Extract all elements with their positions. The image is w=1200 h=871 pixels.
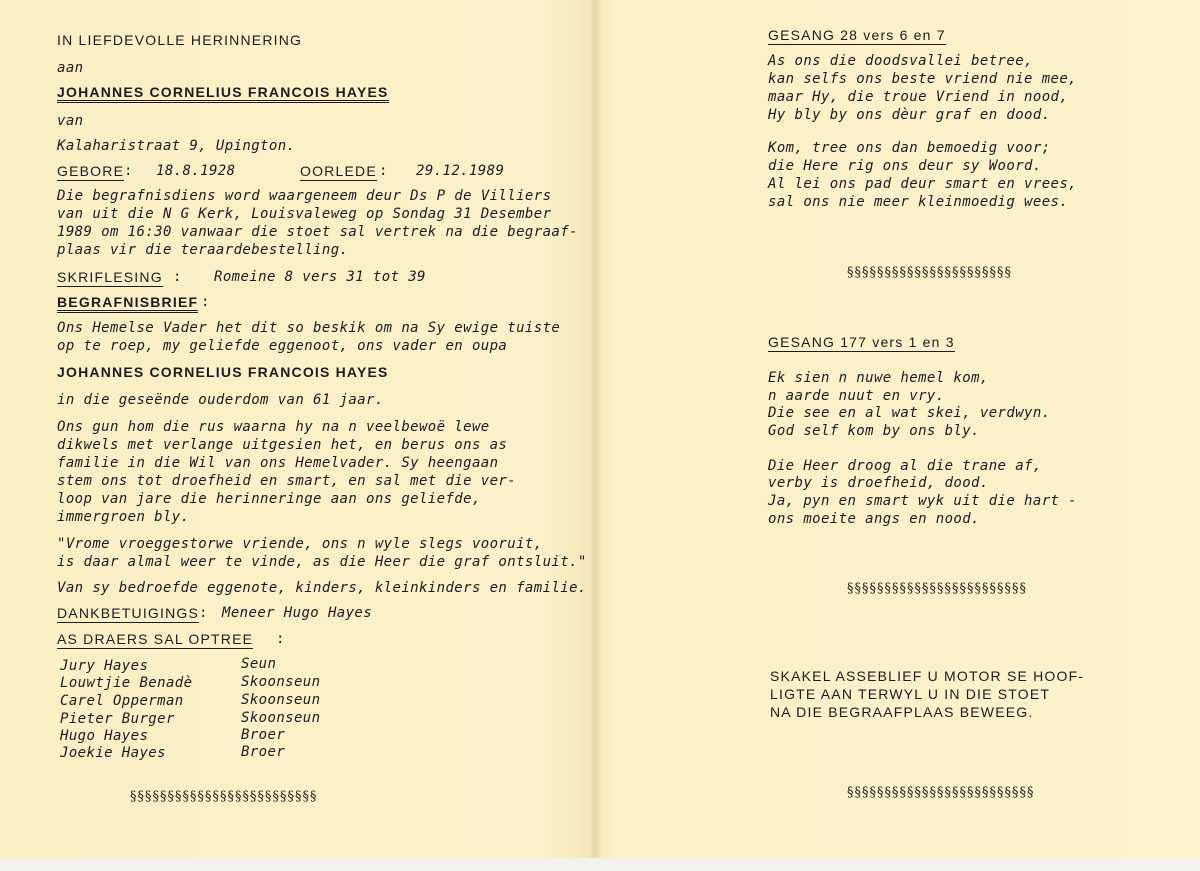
- hymn1-title: GESANG 28 vers 6 en 7: [768, 27, 946, 43]
- letter-line: Ons Hemelse Vader het dit so beskik om na Sy ewige tuiste: [57, 320, 561, 336]
- paragraph-line: Ons gun hom die rus waarna hy na n veelbewoë lewe: [57, 419, 490, 435]
- service-line: 1989 om 16:30 vanwaar die stoet sal vertrek na die begraaf-: [57, 224, 578, 240]
- hymn2-line: Ja, pyn en smart wyk uit die hart -: [768, 493, 1078, 509]
- hymn1-line: As ons die doodsvallei betree,: [768, 53, 1033, 69]
- bearer-name: Carel Opperman: [60, 693, 184, 709]
- born-date: 18.8.1928: [156, 163, 236, 179]
- bearer-relation: Skoonseun: [241, 692, 321, 708]
- hymn2-line: verby is droefheid, dood.: [768, 475, 989, 491]
- ornament-divider: §§§§§§§§§§§§§§§§§§§§§§§§§: [847, 785, 1035, 800]
- hymn2-line: n aarde nuut en vry.: [768, 388, 945, 404]
- thanks-label: DANKBETUIGINGS: [57, 605, 200, 621]
- hymn1-line: sal ons nie meer kleinmoedig wees.: [768, 194, 1069, 210]
- paragraph-line: dikwels met verlange uitgesien het, en berus ons as: [57, 437, 508, 453]
- ornament-divider: §§§§§§§§§§§§§§§§§§§§§§§§§: [130, 789, 318, 804]
- bearer-relation: Seun: [241, 656, 277, 672]
- hymn1-line: Al lei ons pad deur smart en vrees,: [768, 176, 1078, 192]
- born-separator: :: [124, 163, 133, 179]
- hymn2-line: Die Heer droog al die trane af,: [768, 458, 1042, 474]
- service-line: plaas vir die teraardebestelling.: [57, 242, 349, 258]
- of-label: van: [57, 113, 84, 129]
- service-line: Die begrafnisdiens word waargeneem deur Ds P de Villiers: [57, 188, 552, 204]
- bearer-name: Joekie Hayes: [60, 745, 166, 761]
- born-label: GEBORE: [57, 163, 125, 179]
- reading-separator: :: [173, 269, 182, 285]
- notice-line: SKAKEL ASSEBLIEF U MOTOR SE HOOF-: [770, 668, 1085, 684]
- died-date: 29.12.1989: [416, 163, 505, 179]
- hymn2-line: Ek sien n nuwe hemel kom,: [768, 370, 989, 386]
- hymn1-line: Hy bly by ons dèur graf en dood.: [768, 107, 1051, 123]
- hymn1-line: maar Hy, die troue Vriend in nood,: [768, 89, 1069, 105]
- hymn2-line: Die see en al wat skei, verdwyn.: [768, 405, 1051, 421]
- hymn2-line: God self kom by ons bly.: [768, 423, 980, 439]
- bearer-relation: Skoonseun: [241, 674, 321, 690]
- hymn2-title: GESANG 177 vers 1 en 3: [768, 334, 955, 350]
- bearers-label: AS DRAERS SAL OPTREE: [57, 631, 254, 647]
- notice-line: NA DIE BEGRAAFPLAAS BEWEEG.: [770, 704, 1034, 720]
- hymn2-line: ons moeite angs en nood.: [768, 511, 980, 527]
- bearers-separator: :: [276, 631, 285, 647]
- ornament-divider: §§§§§§§§§§§§§§§§§§§§§§: [847, 265, 1012, 280]
- deceased-name-repeat: JOHANNES CORNELIUS FRANCOIS HAYES: [57, 364, 389, 380]
- paragraph-line: stem ons tot droefheid en smart, en sal met die ver-: [57, 473, 517, 489]
- reading-text: Romeine 8 vers 31 tot 39: [214, 269, 426, 285]
- bearer-relation: Broer: [241, 727, 286, 743]
- to-label: aan: [57, 60, 84, 76]
- bearer-relation: Broer: [241, 744, 286, 760]
- service-line: van uit die N G Kerk, Louisvaleweg op Sondag 31 Desember: [57, 206, 552, 222]
- died-separator: :: [379, 163, 388, 179]
- letter-separator: :: [201, 294, 210, 310]
- bearer-relation: Skoonseun: [241, 710, 321, 726]
- hymn1-line: die Here rig ons deur sy Woord.: [768, 158, 1042, 174]
- hymn1-line: Kom, tree ons dan bemoedig voor;: [768, 140, 1051, 156]
- paragraph-line: immergroen bly.: [57, 509, 190, 525]
- from-line: Van sy bedroefde eggenote, kinders, kleinkinders en familie.: [57, 580, 587, 596]
- notice-line: LIGTE AAN TERWYL U IN DIE STOET: [770, 686, 1051, 702]
- bearer-name: Pieter Burger: [60, 711, 175, 727]
- ornament-divider: §§§§§§§§§§§§§§§§§§§§§§§§: [847, 581, 1027, 596]
- scan-margin: [0, 858, 1200, 871]
- quote-line: is daar almal weer te vinde, as die Heer die graf ontsluit.": [57, 554, 587, 570]
- page-fold: [588, 0, 602, 858]
- reading-label: SKRIFLESING: [57, 269, 163, 285]
- memorial-heading: IN LIEFDEVOLLE HERINNERING: [57, 32, 303, 48]
- bearer-name: Jury Hayes: [60, 658, 149, 674]
- letter-label: BEGRAFNISBRIEF: [57, 294, 198, 313]
- thanks-text: Meneer Hugo Hayes: [222, 605, 373, 621]
- age-line: in die geseënde ouderdom van 61 jaar.: [57, 392, 384, 408]
- bearer-name: Louwtjie Benadè: [60, 675, 193, 691]
- deceased-name: JOHANNES CORNELIUS FRANCOIS HAYES: [57, 84, 389, 103]
- paragraph-line: loop van jare die herinneringe aan ons geliefde,: [57, 491, 481, 507]
- bearer-name: Hugo Hayes: [60, 728, 149, 744]
- letter-line: op te roep, my geliefde eggenoot, ons vader en oupa: [57, 338, 508, 354]
- paragraph-line: familie in die Wil van ons Hemelvader. Sy heengaan: [57, 455, 499, 471]
- hymn1-line: kan selfs ons beste vriend nie mee,: [768, 71, 1078, 87]
- thanks-separator: :: [199, 605, 208, 621]
- quote-line: "Vrome vroeggestorwe vriende, ons n wyle slegs vooruit,: [57, 536, 543, 552]
- died-label: OORLEDE: [300, 163, 377, 179]
- address: Kalaharistraat 9, Upington.: [57, 138, 296, 154]
